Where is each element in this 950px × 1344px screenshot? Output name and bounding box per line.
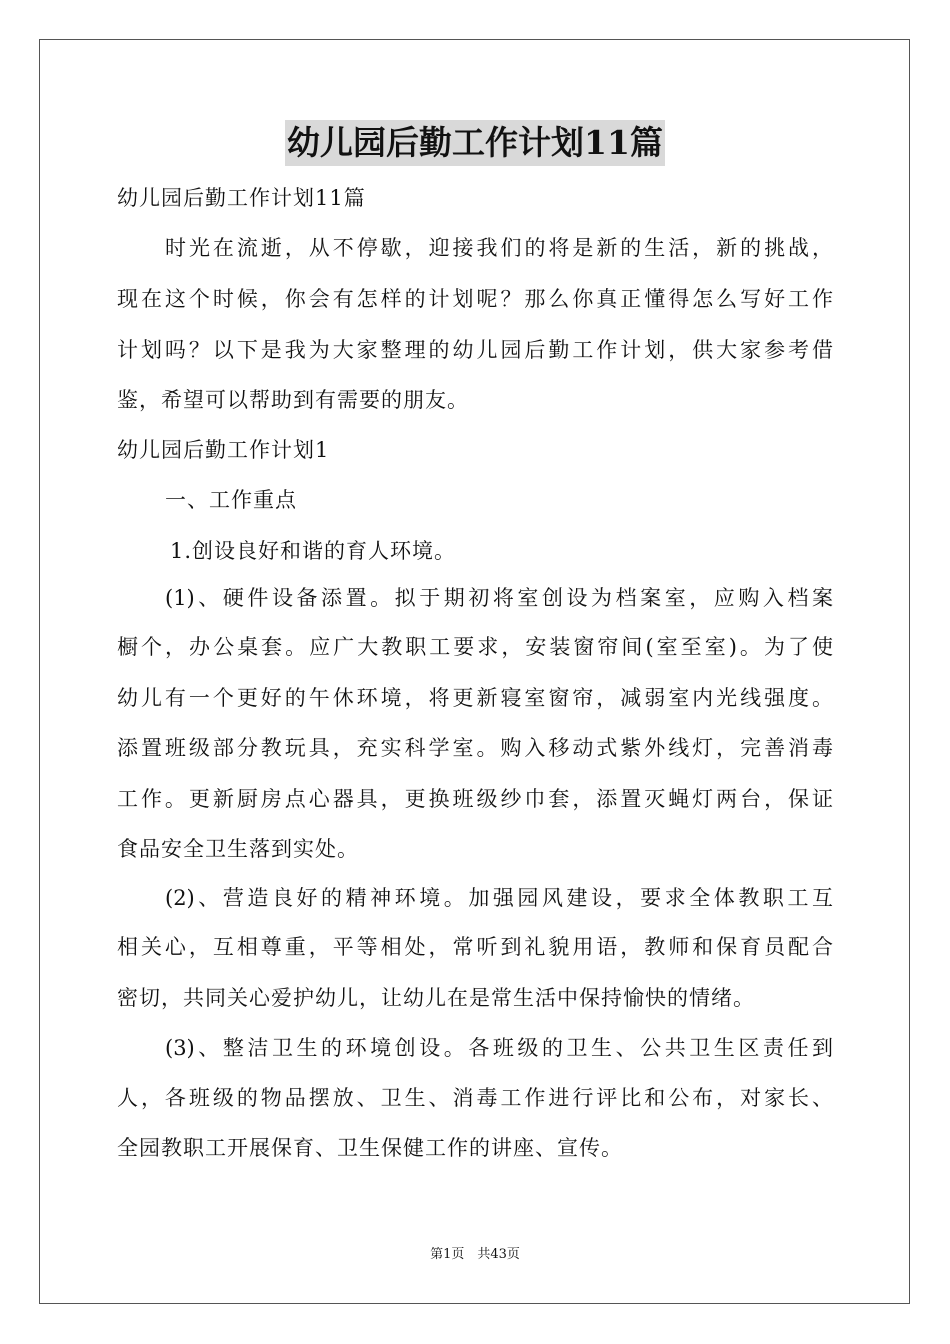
subsection-heading: 一、工作重点 xyxy=(165,488,297,512)
paragraph-line: 鉴，希望可以帮助到有需要的朋友。 xyxy=(117,388,469,412)
paragraph-line: 橱个，办公桌套。应广大教职工要求，安装窗帘间(室至室)。为了使 xyxy=(117,635,833,659)
paragraph-line: 现在这个时候，你会有怎样的计划呢？那么你真正懂得怎么写好工作 xyxy=(117,287,833,311)
paragraph-line: 人，各班级的物品摆放、卫生、消毒工作进行评比和公布，对家长、 xyxy=(117,1086,833,1110)
paragraph-line: 全园教职工开展保育、卫生保健工作的讲座、宣传。 xyxy=(117,1136,623,1160)
paragraph-line: 食品安全卫生落到实处。 xyxy=(117,837,359,861)
page-footer: 第1页 共43页 xyxy=(430,1247,520,1262)
document-subtitle: 幼儿园后勤工作计划11篇 xyxy=(117,186,366,210)
paragraph-line: (2)、营造良好的精神环境。加强园风建设，要求全体教职工互 xyxy=(165,886,833,910)
paragraph-line: 工作。更新厨房点心器具，更换班级纱巾套，添置灭蝇灯两台，保证 xyxy=(117,787,833,811)
document-title: 幼儿园后勤工作计划11篇 xyxy=(285,120,665,166)
paragraph-line: 密切，共同关心爱护幼儿，让幼儿在是常生活中保持愉快的情绪。 xyxy=(117,986,755,1010)
paragraph-line: 时光在流逝，从不停歇，迎接我们的将是新的生活，新的挑战， xyxy=(165,236,833,260)
item-heading: 1.创设良好和谐的育人环境。 xyxy=(170,539,457,563)
title-container xyxy=(0,120,950,166)
page-border xyxy=(39,39,910,1304)
paragraph-line: 相关心，互相尊重，平等相处，常听到礼貌用语，教师和保育员配合 xyxy=(117,935,833,959)
paragraph-line: (1)、硬件设备添置。拟于期初将室创设为档案室，应购入档案 xyxy=(165,586,833,610)
paragraph-line: 计划吗？以下是我为大家整理的幼儿园后勤工作计划，供大家参考借 xyxy=(117,338,833,362)
paragraph-line: 添置班级部分教玩具，充实科学室。购入移动式紫外线灯，完善消毒 xyxy=(117,736,833,760)
paragraph-line: (3)、整洁卫生的环境创设。各班级的卫生、公共卫生区责任到 xyxy=(165,1036,833,1060)
section-heading: 幼儿园后勤工作计划1 xyxy=(117,438,330,462)
paragraph-line: 幼儿有一个更好的午休环境，将更新寝室窗帘，减弱室内光线强度。 xyxy=(117,686,833,710)
